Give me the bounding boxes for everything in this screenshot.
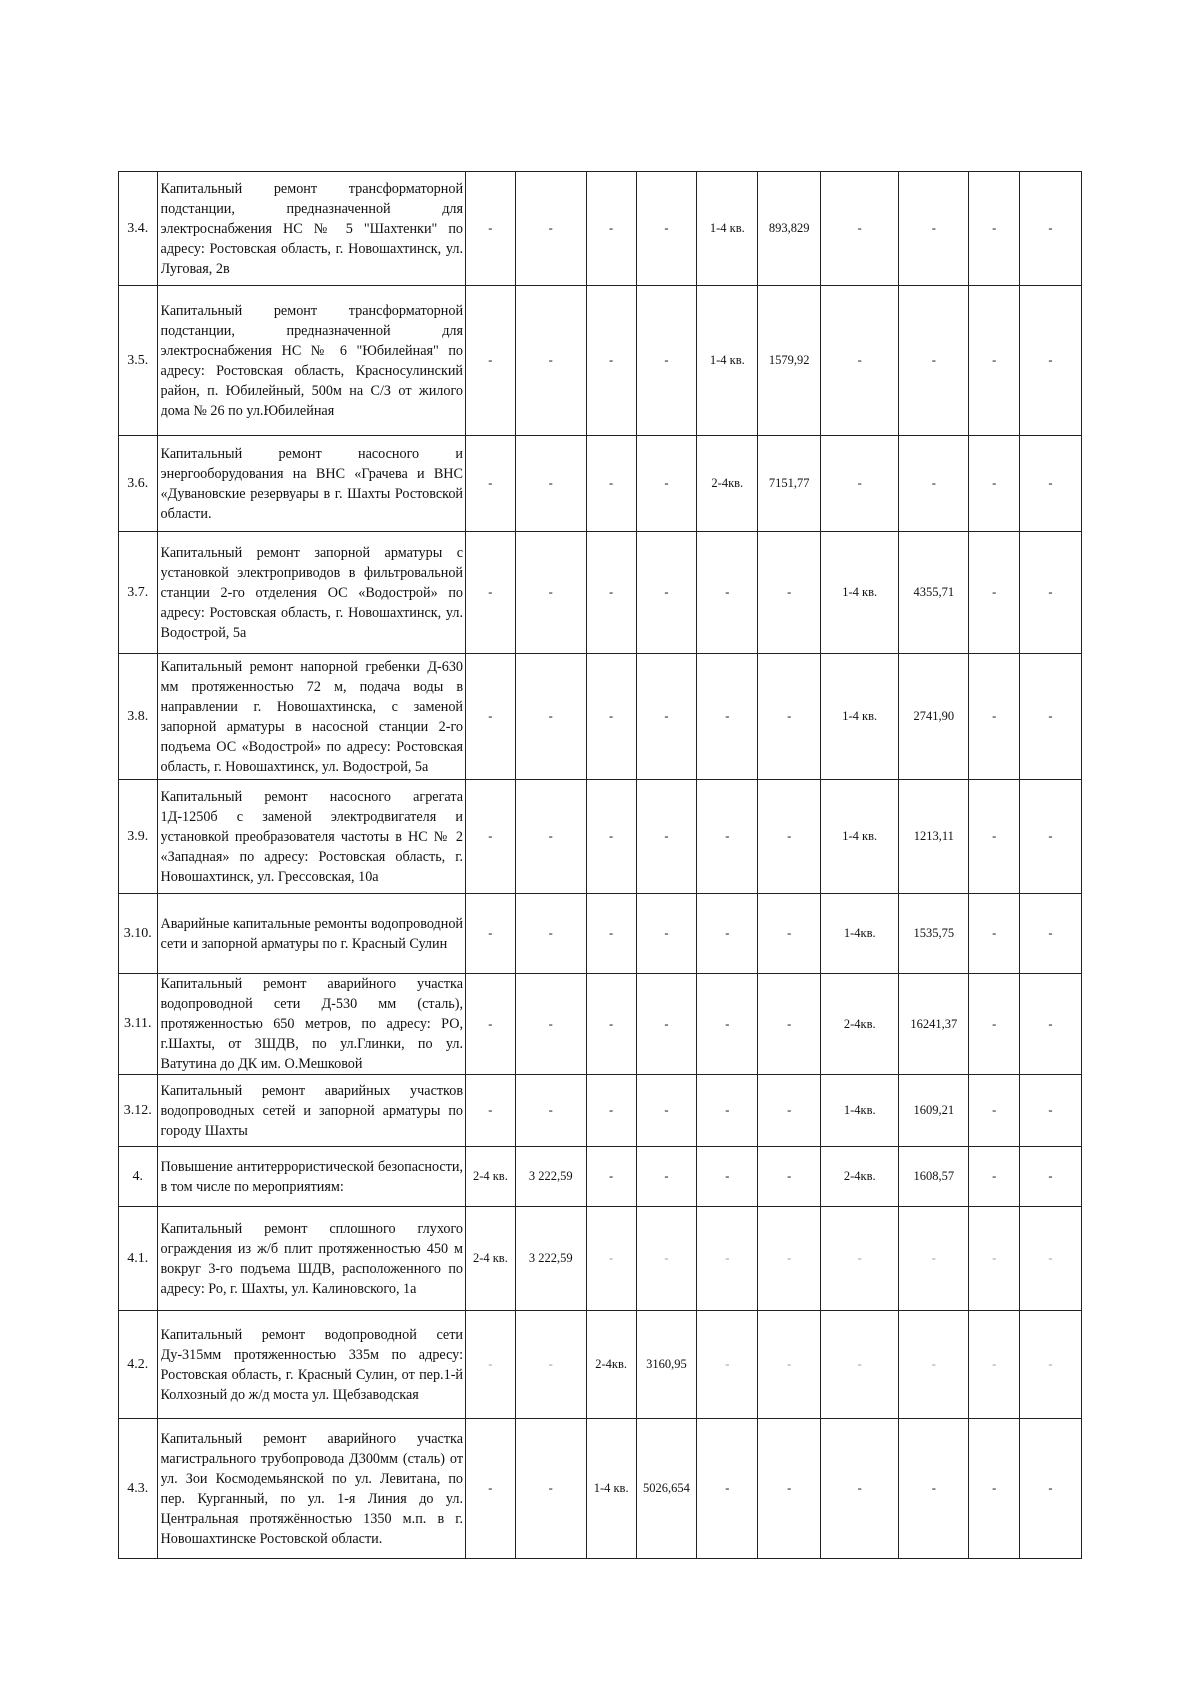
table-cell: - xyxy=(899,172,969,286)
table-cell: - xyxy=(697,780,758,894)
table-cell: - xyxy=(515,974,586,1075)
table-cell: - xyxy=(636,1147,697,1207)
table-cell: - xyxy=(758,974,821,1075)
table-row xyxy=(119,1311,1082,1419)
table-cell: - xyxy=(466,974,516,1075)
row-number: 3.5. xyxy=(119,286,158,436)
table-cell: - xyxy=(758,1147,821,1207)
table-cell: - xyxy=(466,436,516,532)
row-number: 4. xyxy=(119,1147,158,1207)
table-cell: - xyxy=(1020,1207,1082,1311)
row-number: 3.12. xyxy=(119,1075,158,1147)
table-cell: - xyxy=(1020,436,1082,532)
table-cell: - xyxy=(515,654,586,780)
table-cell: 1-4 кв. xyxy=(821,780,899,894)
table-row xyxy=(119,286,1082,436)
table-row xyxy=(119,1075,1082,1147)
table-cell: 2-4кв. xyxy=(586,1311,636,1419)
table-cell: - xyxy=(515,286,586,436)
table-cell: - xyxy=(1020,894,1082,974)
work-description-text: Аварийные капитальные ремонты водопроводной сети и запорной арматуры по г. Красный Сулин xyxy=(160,915,464,952)
table-cell: 16241,37 xyxy=(899,974,969,1075)
table-cell: 2-4кв. xyxy=(821,974,899,1075)
table-cell: - xyxy=(969,1419,1020,1559)
table-cell: - xyxy=(899,1419,969,1559)
work-description-text: Капитальный ремонт трансформаторной подстанции, предназначенной для электроснабжения НС № 5 "Шахтенки" по адресу: Ростовская область, г. Новошахтинск, ул. Луговая, 2в xyxy=(160,180,464,277)
table-cell: - xyxy=(697,894,758,974)
table-cell: - xyxy=(636,1207,697,1311)
table-cell: - xyxy=(758,532,821,654)
table-cell: - xyxy=(466,286,516,436)
table-cell: - xyxy=(1020,1419,1082,1559)
work-description-text: Капитальный ремонт напорной гребенки Д-630 мм протяженностью 72 м, подача воды в направлении г. Новошахтинска, с заменой запорной арматуры в насосной станции 2-го подъема ОС «Водострой» по адресу: Ростовская область, г. Новошахтинск, ул. Водострой, 5а xyxy=(160,658,464,775)
table-cell: - xyxy=(515,1075,586,1147)
table-cell: - xyxy=(969,780,1020,894)
work-description-text: Капитальный ремонт водопроводной сети Ду-315мм протяженностью 335м по адресу: Ростовская область, г. Красный Сулин, от пер.1-й Колхозный до ж/д моста ул. Щебзаводская xyxy=(160,1326,464,1403)
table-cell: 2-4кв. xyxy=(821,1147,899,1207)
table-row xyxy=(119,894,1082,974)
table-cell: - xyxy=(899,436,969,532)
table-cell: 3160,95 xyxy=(636,1311,697,1419)
work-description xyxy=(157,654,465,780)
work-description xyxy=(157,172,465,286)
table-cell: - xyxy=(821,1311,899,1419)
table-cell: 3 222,59 xyxy=(515,1147,586,1207)
work-description xyxy=(157,974,465,1075)
table-cell: 1535,75 xyxy=(899,894,969,974)
work-description xyxy=(157,532,465,654)
table-cell: - xyxy=(821,436,899,532)
table-cell: - xyxy=(821,286,899,436)
table-row xyxy=(119,974,1082,1075)
work-description-text: Капитальный ремонт аварийного участка водопроводной сети Д-530 мм (сталь), протяженностью 650 метров, по адресу: РО, г.Шахты, от 3ШДВ, по ул.Глинки, по ул. Ватутина до ДК им. О.Мешковой xyxy=(160,976,464,1072)
work-description xyxy=(157,780,465,894)
table-cell: 2-4 кв. xyxy=(466,1207,516,1311)
table-row xyxy=(119,1419,1082,1559)
table-cell: - xyxy=(899,1311,969,1419)
table-cell: - xyxy=(636,1075,697,1147)
table-row xyxy=(119,1147,1082,1207)
table-cell: - xyxy=(466,894,516,974)
table-cell: 1-4кв. xyxy=(821,894,899,974)
row-number: 4.3. xyxy=(119,1419,158,1559)
table-cell: - xyxy=(969,532,1020,654)
table-cell: 4355,71 xyxy=(899,532,969,654)
table-cell: 1213,11 xyxy=(899,780,969,894)
row-number: 3.11. xyxy=(119,974,158,1075)
table-cell: - xyxy=(586,654,636,780)
table-cell: - xyxy=(1020,780,1082,894)
table-cell: - xyxy=(969,894,1020,974)
table-cell: - xyxy=(1020,172,1082,286)
table-cell: 1609,21 xyxy=(899,1075,969,1147)
table-cell: - xyxy=(697,1419,758,1559)
table-cell: - xyxy=(586,1207,636,1311)
work-description xyxy=(157,286,465,436)
table-cell: - xyxy=(466,1311,516,1419)
table-cell: - xyxy=(969,1147,1020,1207)
table-cell: - xyxy=(758,894,821,974)
table-cell: - xyxy=(515,436,586,532)
works-table xyxy=(118,171,1082,1559)
table-cell: - xyxy=(697,654,758,780)
work-description-text: Повышение антитеррористической безопасности, в том числе по мероприятиям: xyxy=(160,1158,464,1195)
table-cell: - xyxy=(636,286,697,436)
row-number: 4.1. xyxy=(119,1207,158,1311)
table-cell: - xyxy=(758,1311,821,1419)
table-cell: - xyxy=(466,1075,516,1147)
table-cell: - xyxy=(636,780,697,894)
table-cell: - xyxy=(586,532,636,654)
table-cell: - xyxy=(466,532,516,654)
work-description-text: Капитальный ремонт трансформаторной подстанции, предназначенной для электроснабжения НС № 6 "Юбилейная" по адресу: Ростовская область, Красносулинский район, п. Юбилейный, 500м на С/З от жилого дома № 26 по ул.Юбилейная xyxy=(160,302,464,419)
table-cell: - xyxy=(821,172,899,286)
table-cell: - xyxy=(466,654,516,780)
table-cell: - xyxy=(636,532,697,654)
table-cell: - xyxy=(821,1419,899,1559)
table-cell: - xyxy=(697,532,758,654)
table-cell: - xyxy=(515,894,586,974)
table-cell: - xyxy=(586,780,636,894)
table-cell: - xyxy=(697,974,758,1075)
table-cell: - xyxy=(586,286,636,436)
table-cell: - xyxy=(697,1147,758,1207)
table-cell: - xyxy=(758,654,821,780)
table-cell: 1-4 кв. xyxy=(821,532,899,654)
table-cell: - xyxy=(1020,654,1082,780)
table-cell: 2741,90 xyxy=(899,654,969,780)
table-cell: - xyxy=(466,172,516,286)
table-cell: 1-4 кв. xyxy=(586,1419,636,1559)
work-description-text: Капитальный ремонт насосного и энергооборудования на ВНС «Грачева и ВНС «Дувановские резервуары в г. Шахты Ростовской области. xyxy=(160,445,464,522)
table-cell: - xyxy=(636,436,697,532)
table-cell: 1-4кв. xyxy=(821,1075,899,1147)
table-cell: - xyxy=(969,1311,1020,1419)
table-cell: 2-4 кв. xyxy=(466,1147,516,1207)
table-cell: - xyxy=(758,1419,821,1559)
work-description xyxy=(157,436,465,532)
table-cell: - xyxy=(1020,1075,1082,1147)
table-cell: - xyxy=(636,654,697,780)
table-cell: 3 222,59 xyxy=(515,1207,586,1311)
table-cell: - xyxy=(636,894,697,974)
table-cell: - xyxy=(969,974,1020,1075)
table-cell: - xyxy=(899,1207,969,1311)
work-description xyxy=(157,1311,465,1419)
table-row xyxy=(119,654,1082,780)
table-cell: - xyxy=(969,1075,1020,1147)
table-cell: 7151,77 xyxy=(758,436,821,532)
table-cell: - xyxy=(1020,1311,1082,1419)
table-cell: - xyxy=(697,1207,758,1311)
row-number: 3.6. xyxy=(119,436,158,532)
work-description-text: Капитальный ремонт сплошного глухого ограждения из ж/б плит протяженностью 450 м вокруг 3-го подъема ШДВ, расположенного по адресу: Ро, г. Шахты, ул. Калиновского, 1а xyxy=(160,1220,464,1297)
table-cell: - xyxy=(758,1207,821,1311)
table-cell: - xyxy=(586,1075,636,1147)
row-number: 3.8. xyxy=(119,654,158,780)
row-number: 3.9. xyxy=(119,780,158,894)
table-row xyxy=(119,436,1082,532)
work-description xyxy=(157,1147,465,1207)
table-cell: - xyxy=(636,172,697,286)
work-description xyxy=(157,1207,465,1311)
work-description-text: Капитальный ремонт запорной арматуры с установкой электроприводов в фильтровальной станции 2-го отделения ОС «Водострой» по адресу: Ростовская область, г. Новошахтинск, ул. Водострой, 5а xyxy=(160,544,464,641)
table-cell: - xyxy=(697,1311,758,1419)
table-cell: 1-4 кв. xyxy=(697,286,758,436)
table-row xyxy=(119,780,1082,894)
table-cell: - xyxy=(515,780,586,894)
table-cell: 1608,57 xyxy=(899,1147,969,1207)
table-cell: - xyxy=(1020,532,1082,654)
table-cell: 1-4 кв. xyxy=(821,654,899,780)
table-cell: - xyxy=(1020,974,1082,1075)
table-cell: - xyxy=(586,172,636,286)
table-cell: - xyxy=(515,1419,586,1559)
table-cell: - xyxy=(586,436,636,532)
table-row xyxy=(119,532,1082,654)
table-cell: - xyxy=(758,780,821,894)
work-description xyxy=(157,1419,465,1559)
table-cell: - xyxy=(969,436,1020,532)
row-number: 3.7. xyxy=(119,532,158,654)
work-description xyxy=(157,894,465,974)
row-number: 4.2. xyxy=(119,1311,158,1419)
row-number: 3.4. xyxy=(119,172,158,286)
work-description xyxy=(157,1075,465,1147)
table-cell: - xyxy=(1020,1147,1082,1207)
work-description-text: Капитальный ремонт насосного агрегата 1Д-1250б с заменой электродвигателя и установкой преобразователя частоты в НС № 2 «Западная» по адресу: Ростовская область, г. Новошахтинск, ул. Грессовская, 10а xyxy=(160,788,464,885)
table-cell: 1-4 кв. xyxy=(697,172,758,286)
table-cell: - xyxy=(1020,286,1082,436)
table-cell: - xyxy=(466,1419,516,1559)
table-cell: - xyxy=(758,1075,821,1147)
table-cell: - xyxy=(515,1311,586,1419)
table-cell: - xyxy=(821,1207,899,1311)
table-cell: - xyxy=(515,172,586,286)
table-body xyxy=(119,172,1082,1559)
table-cell: - xyxy=(969,286,1020,436)
table-cell: - xyxy=(969,654,1020,780)
table-cell: - xyxy=(586,974,636,1075)
table-cell: 1579,92 xyxy=(758,286,821,436)
table-cell: - xyxy=(969,172,1020,286)
table-cell: - xyxy=(899,286,969,436)
table-cell: 5026,654 xyxy=(636,1419,697,1559)
table-cell: - xyxy=(466,780,516,894)
table-cell: - xyxy=(586,1147,636,1207)
row-number: 3.10. xyxy=(119,894,158,974)
table-cell: - xyxy=(636,974,697,1075)
table-cell: 2-4кв. xyxy=(697,436,758,532)
table-cell: - xyxy=(697,1075,758,1147)
table-row xyxy=(119,1207,1082,1311)
table-row xyxy=(119,172,1082,286)
table-cell: 893,829 xyxy=(758,172,821,286)
table-cell: - xyxy=(969,1207,1020,1311)
work-description-text: Капитальный ремонт аварийного участка магистрального трубопровода Д300мм (сталь) от ул. Зои Космодемьянской по ул. Левитана, по пер. Курганный, по ул. 1-я Линия до ул. Центральная протяжённостью 1350 м.п. в г. Новошахтинске Ростовской области. xyxy=(160,1430,464,1547)
work-description-text: Капитальный ремонт аварийных участков водопроводных сетей и запорной арматуры по городу Шахты xyxy=(160,1082,464,1139)
table-cell: - xyxy=(515,532,586,654)
table-cell: - xyxy=(586,894,636,974)
